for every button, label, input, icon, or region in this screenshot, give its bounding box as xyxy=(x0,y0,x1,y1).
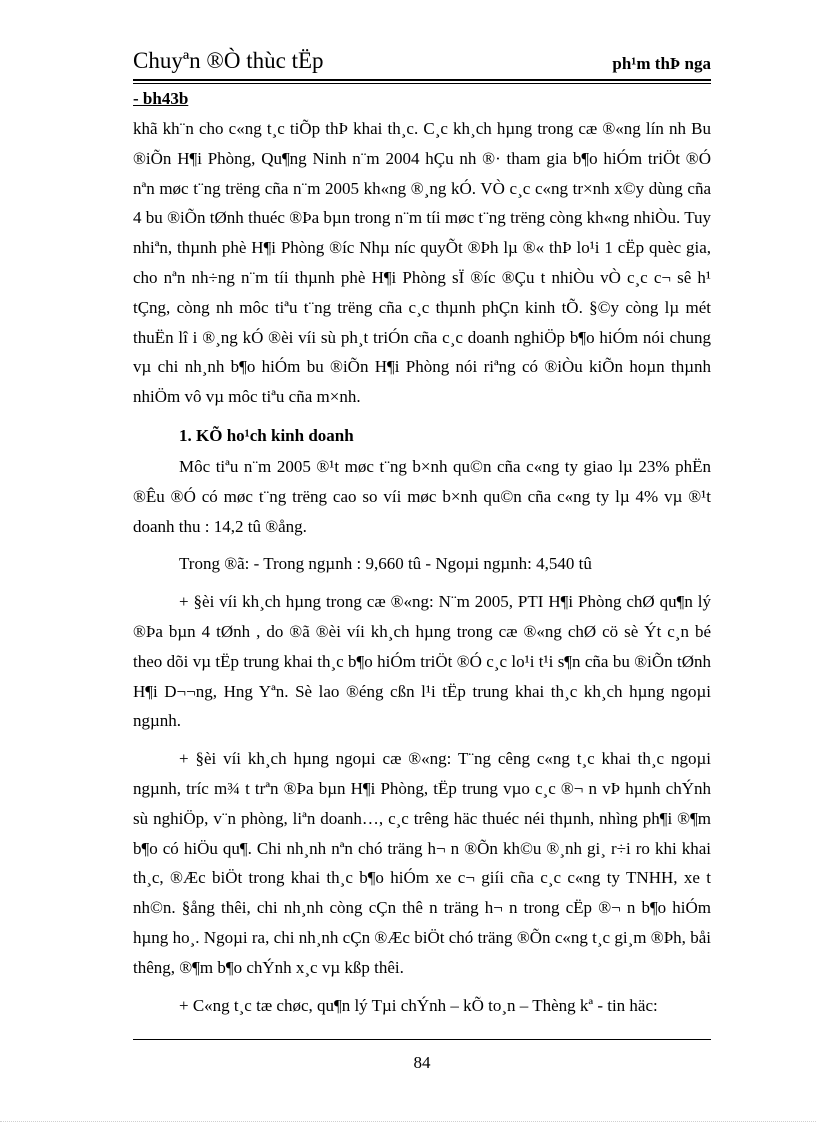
paragraph-target: Môc tiªu n¨m 2005 ®¹t møc t¨ng b×nh qu©n cña c«ng ty giao lµ 23% phËn ®Êu ®Ó có møc t¨ng trëng cao so víi møc b×nh qu©n cña c«ng ty lµ 4% vµ ®¹t doanh thu : 14,2 tû ®ång. xyxy=(133,456,711,536)
body-text xyxy=(133,114,711,1020)
paragraph-organization: + C«ng t¸c tæ chøc, qu¶n lý Tµi chÝnh – kÕ to¸n – Thèng kª - tin häc: xyxy=(179,995,658,1015)
header-title: Chuyªn ®Ò thùc tËp xyxy=(133,48,324,73)
page-number: 84 xyxy=(413,1053,431,1072)
header-author: ph¹m thÞ nga xyxy=(612,54,711,73)
paragraph-in-sector: + §èi víi kh¸ch hµng trong cæ ®«ng: N¨m 2005, PTI H¶i Phòng chØ qu¶n lý ®Þa bµn 4 tØnh , do ®ã ®èi víi kh¸ch hµng trong cæ ®«ng chØ cö sè Ýt c¸n bé theo dõi vµ tËp trung khai th¸c b¶o hiÓm triÖt ®Ó c¸c lo¹i t¹i s¶n cña bu ®iÕn tØnh H¶i D¬¬ng, Hng Yªn. Sè lao ®éng cßn l¹i tËp trung khai th¸c kh¸ch hµng ngoµi ngµnh. xyxy=(133,592,711,731)
paragraph-outside-sector: + §èi víi kh¸ch hµng ngoµi cæ ®«ng: T¨ng cêng c«ng t¸c khai th¸c ngoµi ngµnh, tríc m¾ t trªn ®Þa bµn H¶i Phòng, tËp trung vµo c¸c ®¬ n vÞ hµnh chÝnh sù nghiÖp, v¨n phòng, liªn doanh…, c¸c trêng häc thuéc néi thµnh, nhìng ph¶i ®¶m b¶o có hiÖu qu¶. Chi nh¸nh nªn chó träng h¬ n ®Õn kh©u ®¸nh gi¸ r÷i ro khi khai th¸c, ®Æc biÖt trong khai th¸c b¶o hiÓm xe c¬ giíi cña c¸c c«ng ty TNHH, xe t nh©n. §ång thêi, chi nh¸nh còng cÇn thê n träng h¬ n trong cËp ®¬ n b¶o hiÓm hµng ho¸. Ngoµi ra, chi nh¸nh cÇn ®Æc biÖt chó träng ®Õn c«ng t¸c gi¸m ®Þh, båi thêng, ®¶m b¶o chÝnh x¸c vµ kßp thêi. xyxy=(133,749,711,977)
paragraph-continuation: khã kh¨n cho c«ng t¸c tiÕp thÞ khai th¸c. C¸c kh¸ch hµng trong cæ ®«ng lín nh Bu ®iÕn H¶i Phòng, Qu¶ng Ninh n¨m 2004 hÇu nh ®· tham gia b¶o hiÓm triÖt ®Ó nªn møc t¨ng trëng cña n¨m 2005 kh«ng ®¸ng kÓ. VÒ c¸c c«ng tr×nh x©y dùng cña 4 bu ®iÕn tØnh thuéc ®Þa bµn trong n¨m tíi møc t¨ng trëng còng kh«ng nhiÒu. Tuy nhiªn, thµnh phè H¶i Phòng ®íc Nhµ níc quyÕt ®Þh lµ ®« thÞ lo¹i 1 cËp quèc gia, cho nªn nh÷ng n¨m tíi thµnh phè H¶i Phòng sÏ ®íc ®Çu t nhiÒu vÒ c¸c c¬ sê h¹ tÇng, còng nh môc tiªu t¨ng trëng cña c¸c thµnh phÇn kinh tÕ. §©y còng lµ mét thuËn lî i ®¸ng kÓ ®èi víi sù ph¸t triÓn cña c¸c doanh nghiÖp b¶o hiÓm nói chung vµ chi nh¸nh b¶o hiÓm bu ®iÕn H¶i Phòng nói riªng có ®iÒu kiÕn hoµn thµnh nhiÖm vô vµ môc tiªu cña m×nh. xyxy=(133,119,711,407)
paragraph-split: Trong ®ã: - Trong ngµnh : 9,660 tû - Ngoµi ngµnh: 4,540 tû xyxy=(179,554,592,574)
footer-rule xyxy=(133,1039,711,1040)
page-edge-divider xyxy=(0,1121,816,1122)
section-heading: 1. KÕ ho¹ch kinh doanh xyxy=(179,425,354,445)
header-rule xyxy=(133,79,711,81)
running-header xyxy=(133,46,711,80)
header-rule-secondary xyxy=(133,83,711,84)
document-code: - bh43b xyxy=(133,89,189,108)
